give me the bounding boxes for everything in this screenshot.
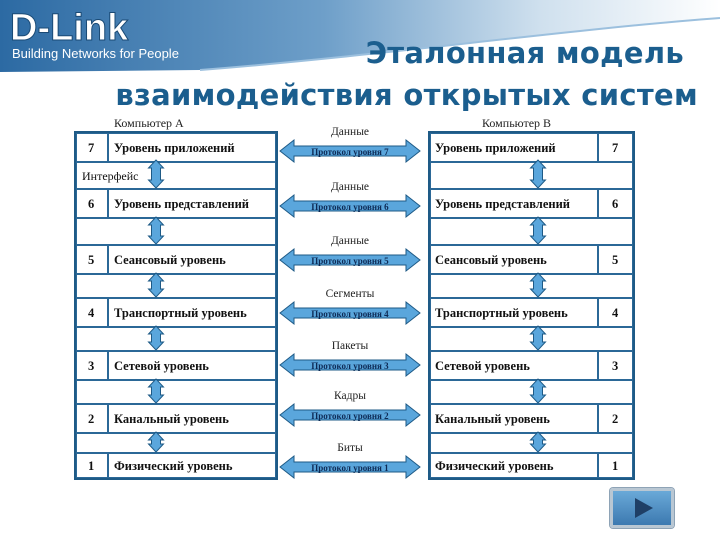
unit-label-2: Кадры [334,390,366,402]
a-vertical-arrow-4 [149,326,164,350]
a-layer-3-num: 3 [88,359,95,373]
b-vertical-arrow-1 [531,160,546,188]
page-title-line2: взаимодействия открытых систем [115,78,698,112]
a-layer-6-num: 6 [88,197,95,211]
logo-tagline: Building Networks for People [12,46,179,61]
a-layer-4-name: Транспортный уровень [114,306,247,320]
b-layer-6-num: 6 [612,197,619,211]
computer-a-header: Компьютер А [114,116,184,130]
page-title-line1: Эталонная модель [365,36,684,70]
b-layer-5-name: Сеансовый уровень [435,253,547,267]
protocol-label-7: Протокол уровня 7 [311,147,389,157]
unit-label-5: Данные [330,235,370,247]
a-layer-1-num: 1 [88,459,95,473]
a-interface-label: Интерфейс [82,169,139,183]
a-vertical-arrow-1 [149,160,164,188]
b-layer-5-num: 5 [612,253,619,267]
b-layer-6-name: Уровень представлений [435,197,570,211]
protocol-label-1: Протокол уровня 1 [311,463,389,473]
logo-brand: D-Link [10,7,129,49]
a-layer-6-name: Уровень представлений [114,197,249,211]
b-layer-1-num: 1 [612,459,619,473]
a-layer-4-num: 4 [88,306,95,320]
unit-label-6: Данные [330,181,370,193]
a-vertical-arrow-6 [149,432,164,452]
unit-label-7: Данные [330,126,370,138]
protocol-label-4: Протокол уровня 4 [311,309,389,319]
b-layer-4-num: 4 [612,306,619,320]
a-layer-3-name: Сетевой уровень [114,359,209,373]
protocol-label-5: Протокол уровня 5 [311,256,389,266]
a-layer-2-name: Канальный уровень [114,412,229,426]
a-vertical-arrow-5 [149,379,164,403]
a-layer-7-name: Уровень приложений [114,141,235,155]
a-layer-1-name: Физический уровень [114,459,233,473]
b-layer-7-num: 7 [612,141,619,155]
b-vertical-arrow-4 [531,326,546,350]
play-triangle-icon [613,491,671,525]
unit-label-4: Сегменты [325,288,375,300]
protocol-label-6: Протокол уровня 6 [311,202,389,212]
protocol-label-3: Протокол уровня 3 [311,361,389,371]
b-layer-7-name: Уровень приложений [435,141,556,155]
protocol-label-2: Протокол уровня 2 [311,411,389,421]
b-layer-4-name: Транспортный уровень [435,306,568,320]
b-vertical-arrow-5 [531,379,546,403]
b-layer-1-name: Физический уровень [435,459,554,473]
a-vertical-arrow-3 [149,273,164,297]
computer-b-header: Компьютер В [482,116,552,130]
a-vertical-arrow-2 [149,217,164,244]
b-layer-3-num: 3 [612,359,619,373]
unit-label-1: Биты [337,442,363,454]
a-layer-5-num: 5 [88,253,95,267]
b-vertical-arrow-2 [531,217,546,244]
a-layer-2-num: 2 [88,412,95,426]
next-slide-button[interactable] [610,488,674,528]
unit-label-3: Пакеты [331,340,369,352]
b-layer-2-name: Канальный уровень [435,412,550,426]
b-vertical-arrow-6 [531,432,546,452]
b-layer-2-num: 2 [612,412,619,426]
a-layer-5-name: Сеансовый уровень [114,253,226,267]
b-layer-3-name: Сетевой уровень [435,359,530,373]
b-vertical-arrow-3 [531,273,546,297]
a-layer-7-num: 7 [88,141,95,155]
